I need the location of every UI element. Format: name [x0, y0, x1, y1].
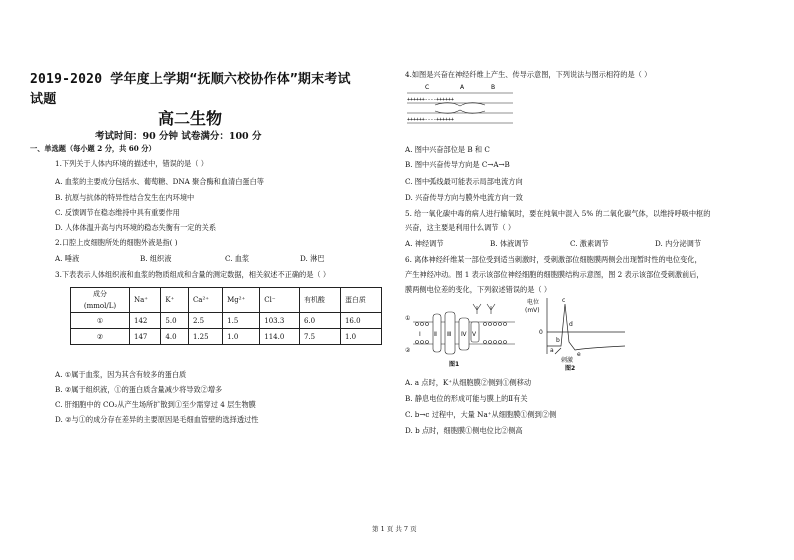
q4-option-c: C. 图中弧线最可能表示局部电流方向	[405, 177, 523, 186]
fig1-mark: ②	[405, 347, 411, 354]
q1-option-c: C. 反馈调节在稳态维持中具有重要作用	[55, 208, 180, 217]
q4-stem: 4.如图是兴奋在神经纤维上产生、传导示意图，下列说法与图示相符的是（ ）	[405, 70, 652, 79]
potential-graph-figure	[525, 292, 635, 372]
q6-stem-line3: 膜两侧电位差的变化，下列叙述错误的是（ ）	[405, 285, 552, 294]
q2-option-a: A. 唾液	[55, 254, 80, 263]
fig1-mark: Ⅰ	[419, 331, 421, 338]
table-header-cell: K⁺	[161, 288, 189, 313]
svg-text:++++++----++++++: ++++++----++++++	[407, 117, 454, 123]
fig1-mark: ①	[405, 315, 411, 322]
q1-stem: 1.下列关于人体内环境的描述中，错误的是（ ）	[55, 159, 208, 168]
table-header-cell: 蛋白质	[340, 288, 381, 313]
q6-option-c: C. b→c 过程中，大量 Na⁺从细胞膜①侧到②侧	[405, 410, 557, 419]
q6-option-b: B. 静息电位的形成可能与膜上的Ⅱ有关	[405, 394, 528, 403]
q2-option-b: B. 组织液	[140, 254, 172, 263]
fig2-label-unit: (mV)	[525, 307, 540, 314]
q6-option-d: D. b 点时，细胞膜①侧电位比②侧高	[405, 426, 523, 435]
q3-option-b: B. ②属于组织液，①的蛋白质含量减少将导致②增多	[55, 385, 223, 394]
fig2-label-potential: 电位	[527, 299, 540, 306]
table-row: ① 142 5.0 2.5 1.5 103.3 6.0 16.0	[71, 313, 382, 329]
table-header-cell: Na⁺	[130, 288, 161, 313]
table-header-cell: Ca²⁺	[188, 288, 222, 313]
q1-option-a: A. 血浆的主要成分包括水、葡萄糖、DNA 聚合酶和血清白蛋白等	[55, 177, 264, 186]
q2-stem: 2.口腔上皮细胞所处的细胞外液是指( )	[55, 238, 178, 247]
q4-option-a: A. 图中兴奋部位是 B 和 C	[405, 145, 490, 154]
fig2-caption: 图2	[565, 365, 576, 372]
fig2-label-zero: 0	[539, 329, 543, 336]
table-header-component: 成分 (mmol/L)	[71, 288, 130, 313]
exam-meta: 考试时间：90 分钟 试卷满分：100 分	[95, 131, 262, 142]
q3-stem: 3.下表表示人体组织液和血浆的物质组成和含量的测定数据，相关叙述不正确的是（ ）	[55, 270, 331, 279]
section-heading: 一、单选题（每小题 2 分，共 60 分）	[30, 144, 156, 153]
q2-option-c: C. 血浆	[225, 254, 250, 263]
q3-option-d: D. ②与①的成分存在差异的主要原因是毛细血管壁的选择透过性	[55, 415, 259, 424]
table-header-cell: 有机酸	[299, 288, 340, 313]
fig2-mark: e	[577, 351, 581, 358]
q3-option-a: A. ①属于血浆，因为其含有较多的蛋白质	[55, 370, 187, 379]
subject-title: 高二生物	[158, 109, 223, 128]
exam-title-line1: 2019-2020 学年度上学期“抚顺六校协作体”期末考试	[30, 72, 351, 87]
fig1-mark: Ⅱ	[434, 331, 437, 338]
fig2-label-stimulus: 刺激	[561, 357, 574, 364]
q4-option-b: B. 图中兴奋传导方向是 C→A→B	[405, 160, 510, 169]
fig2-mark: d	[569, 321, 573, 328]
table-row: ② 147 4.0 1.25 1.0 114.0 7.5 1.0	[71, 329, 382, 345]
exam-title-line2: 试题	[30, 92, 57, 107]
table-header-cell: Cl⁻	[260, 288, 300, 313]
q3-table	[70, 287, 382, 345]
table-header-cell: Mg²⁺	[223, 288, 260, 313]
q6-stem-line1: 6. 离体神经纤维某一部位受到适当刺激时，受刺激部位细胞膜两侧会出现暂时性的电位变化，	[405, 255, 702, 264]
fig1-mark: Ⅲ	[447, 331, 452, 338]
q3-option-c: C. 肝细胞中的 CO₂从产生场所扩散到①至少需穿过 4 层生物膜	[55, 400, 256, 409]
q6-option-a: A. a 点时，K⁺从细胞膜②侧到①侧移动	[405, 378, 532, 387]
q5-option-d: D. 内分泌调节	[655, 239, 702, 248]
fig2-mark: c	[562, 297, 566, 304]
membrane-structure-figure	[405, 300, 520, 370]
page-number: 第 1 页 共 7 页	[372, 525, 417, 533]
q5-option-a: A. 神经调节	[405, 239, 444, 248]
fig-label-a: A	[460, 84, 465, 91]
q1-option-b: B. 抗原与抗体的特异性结合发生在内环境中	[55, 193, 195, 202]
nerve-fiber-diagram	[405, 80, 515, 134]
q5-stem-line2: 兴奋，这主要是利用什么调节（ ）	[405, 223, 516, 232]
q2-option-d: D. 淋巴	[300, 254, 325, 263]
fig-label-b: B	[491, 84, 496, 91]
fig1-mark: Ⅳ	[461, 331, 467, 338]
fig1-mark: Ⅴ	[472, 331, 477, 338]
q5-stem-line1: 5. 给一氧化碳中毒的病人进行输氧时，要在纯氧中混入 5% 的二氧化碳气体，以维持呼吸中枢的	[405, 209, 711, 218]
q5-option-c: C. 激素调节	[570, 239, 609, 248]
fig2-mark: b	[556, 337, 560, 344]
q6-stem-line2: 产生神经冲动。图 1 表示该部位神经细胞的细胞膜结构示意图，图 2 表示该部位受刺激前后，	[405, 270, 704, 279]
fig-label-c: C	[425, 84, 430, 91]
q4-option-d: D. 兴奋传导方向与膜外电流方向一致	[405, 193, 523, 202]
fig2-mark: a	[550, 347, 554, 354]
svg-text:++++++----++++++: ++++++----++++++	[407, 97, 454, 103]
q1-option-d: D. 人体体温升高与内环境的稳态失衡有一定的关系	[55, 223, 217, 232]
fig1-caption: 图1	[449, 361, 460, 368]
q5-option-b: B. 体液调节	[490, 239, 529, 248]
